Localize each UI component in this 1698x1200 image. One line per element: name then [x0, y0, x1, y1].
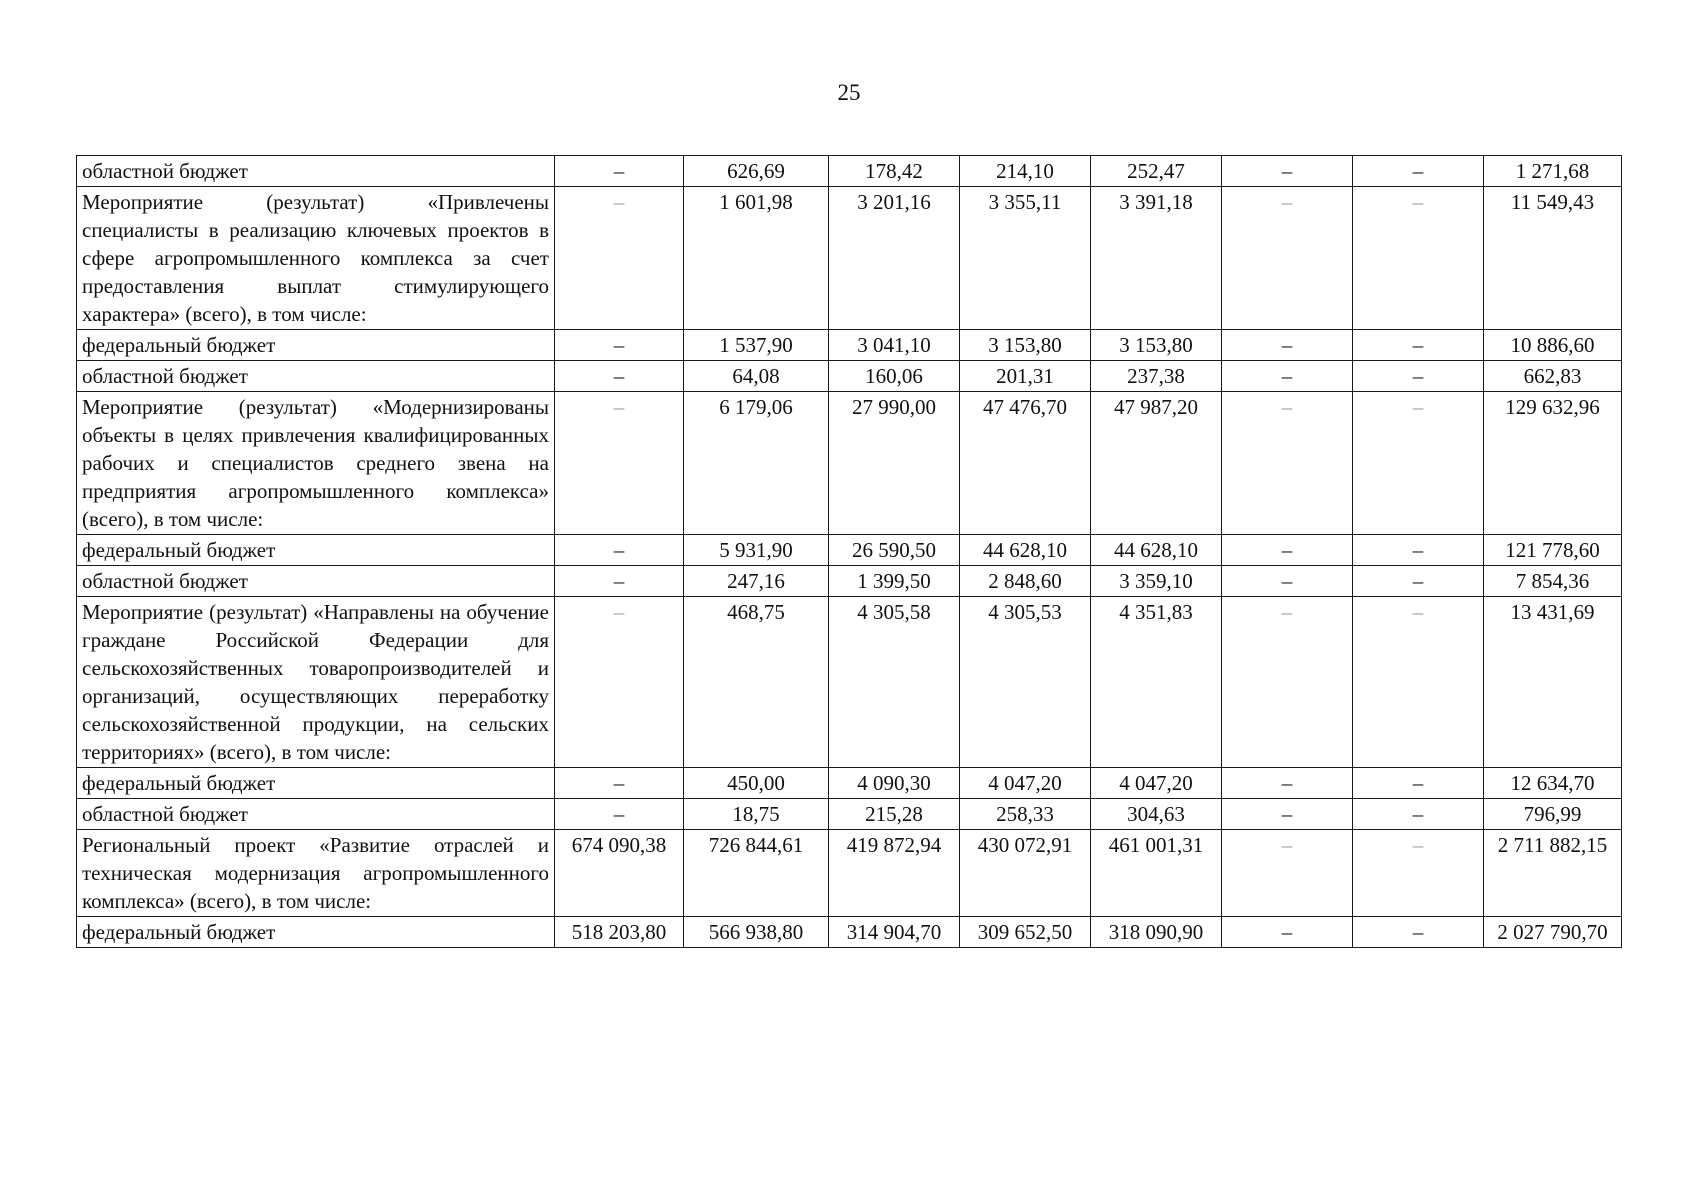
total-cell: 662,83	[1484, 361, 1622, 392]
value-cell: 160,06	[829, 361, 960, 392]
value-cell: 64,08	[684, 361, 829, 392]
value-cell: 3 041,10	[829, 330, 960, 361]
value-cell: 2 848,60	[960, 566, 1091, 597]
value-cell: –	[555, 392, 684, 535]
value-cell: –	[555, 187, 684, 330]
row-label: Мероприятие (результат) «Модернизированы объекты в целях привлечения квалифицированных рабочих и специалистов среднего звена на предприятия агропромышленного комплекса» (всего), в том числе:	[77, 392, 555, 535]
page-number: 25	[837, 80, 861, 105]
total-cell: 121 778,60	[1484, 535, 1622, 566]
value-cell: 430 072,91	[960, 830, 1091, 917]
row-label: федеральный бюджет	[77, 917, 555, 948]
value-cell: 309 652,50	[960, 917, 1091, 948]
value-cell: –	[555, 156, 684, 187]
total-cell: 1 271,68	[1484, 156, 1622, 187]
value-cell: –	[555, 799, 684, 830]
row-label: Региональный проект «Развитие отраслей и техническая модернизация агропромышленного комплекса» (всего), в том числе:	[77, 830, 555, 917]
total-cell: 7 854,36	[1484, 566, 1622, 597]
total-cell: 796,99	[1484, 799, 1622, 830]
total-cell: 2 027 790,70	[1484, 917, 1622, 948]
value-cell: 4 047,20	[1091, 768, 1222, 799]
value-cell: 178,42	[829, 156, 960, 187]
value-cell: 726 844,61	[684, 830, 829, 917]
value-cell: 247,16	[684, 566, 829, 597]
value-cell: 214,10	[960, 156, 1091, 187]
value-cell: –	[555, 535, 684, 566]
value-cell: –	[1222, 830, 1353, 917]
total-cell: 2 711 882,15	[1484, 830, 1622, 917]
value-cell: 1 601,98	[684, 187, 829, 330]
row-label: федеральный бюджет	[77, 330, 555, 361]
value-cell: –	[1353, 330, 1484, 361]
value-cell: –	[555, 768, 684, 799]
value-cell: –	[1353, 361, 1484, 392]
table-row	[77, 597, 1622, 768]
value-cell: 47 987,20	[1091, 392, 1222, 535]
value-cell: 4 047,20	[960, 768, 1091, 799]
value-cell: –	[1222, 187, 1353, 330]
row-label: областной бюджет	[77, 566, 555, 597]
table-row	[77, 187, 1622, 330]
value-cell: –	[1222, 768, 1353, 799]
value-cell: –	[1222, 361, 1353, 392]
value-cell: 4 305,58	[829, 597, 960, 768]
table-row	[77, 330, 1622, 361]
row-label: областной бюджет	[77, 361, 555, 392]
value-cell: –	[1353, 597, 1484, 768]
total-cell: 12 634,70	[1484, 768, 1622, 799]
value-cell: –	[1353, 830, 1484, 917]
value-cell: 5 931,90	[684, 535, 829, 566]
value-cell: 258,33	[960, 799, 1091, 830]
value-cell: –	[555, 566, 684, 597]
table-row	[77, 917, 1622, 948]
value-cell: 461 001,31	[1091, 830, 1222, 917]
value-cell: 3 201,16	[829, 187, 960, 330]
row-label: областной бюджет	[77, 156, 555, 187]
value-cell: 674 090,38	[555, 830, 684, 917]
value-cell: 566 938,80	[684, 917, 829, 948]
row-label: федеральный бюджет	[77, 768, 555, 799]
value-cell: –	[1353, 768, 1484, 799]
total-cell: 13 431,69	[1484, 597, 1622, 768]
value-cell: 626,69	[684, 156, 829, 187]
value-cell: 1 399,50	[829, 566, 960, 597]
value-cell: 318 090,90	[1091, 917, 1222, 948]
table-row	[77, 799, 1622, 830]
value-cell: –	[1222, 917, 1353, 948]
total-cell: 129 632,96	[1484, 392, 1622, 535]
value-cell: 26 590,50	[829, 535, 960, 566]
table-row	[77, 535, 1622, 566]
value-cell: 44 628,10	[1091, 535, 1222, 566]
value-cell: 6 179,06	[684, 392, 829, 535]
value-cell: 47 476,70	[960, 392, 1091, 535]
table-row	[77, 830, 1622, 917]
value-cell: –	[1353, 917, 1484, 948]
value-cell: –	[1222, 392, 1353, 535]
value-cell: –	[555, 361, 684, 392]
value-cell: –	[555, 330, 684, 361]
value-cell: 3 359,10	[1091, 566, 1222, 597]
value-cell: 518 203,80	[555, 917, 684, 948]
value-cell: 44 628,10	[960, 535, 1091, 566]
value-cell: 4 090,30	[829, 768, 960, 799]
value-cell: –	[1353, 187, 1484, 330]
value-cell: –	[1222, 156, 1353, 187]
value-cell: 215,28	[829, 799, 960, 830]
value-cell: 1 537,90	[684, 330, 829, 361]
value-cell: 252,47	[1091, 156, 1222, 187]
value-cell: 201,31	[960, 361, 1091, 392]
value-cell: 18,75	[684, 799, 829, 830]
value-cell: 450,00	[684, 768, 829, 799]
value-cell: 304,63	[1091, 799, 1222, 830]
value-cell: –	[1353, 156, 1484, 187]
row-label: Мероприятие (результат) «Направлены на обучение граждане Российской Федерации для сельскохозяйственных товаропроизводителей и организаций, осуществляющих переработку сельскохозяйственной продукции, на сельских территориях» (всего), в том числе:	[77, 597, 555, 768]
value-cell: –	[555, 597, 684, 768]
table-row	[77, 566, 1622, 597]
table-row	[77, 392, 1622, 535]
value-cell: –	[1353, 535, 1484, 566]
value-cell: 237,38	[1091, 361, 1222, 392]
value-cell: –	[1222, 566, 1353, 597]
value-cell: 468,75	[684, 597, 829, 768]
value-cell: 27 990,00	[829, 392, 960, 535]
value-cell: 419 872,94	[829, 830, 960, 917]
row-label: областной бюджет	[77, 799, 555, 830]
table-row	[77, 361, 1622, 392]
value-cell: –	[1353, 799, 1484, 830]
value-cell: –	[1222, 799, 1353, 830]
value-cell: –	[1222, 330, 1353, 361]
value-cell: 3 153,80	[1091, 330, 1222, 361]
total-cell: 11 549,43	[1484, 187, 1622, 330]
value-cell: 314 904,70	[829, 917, 960, 948]
value-cell: 3 153,80	[960, 330, 1091, 361]
total-cell: 10 886,60	[1484, 330, 1622, 361]
value-cell: –	[1353, 392, 1484, 535]
value-cell: –	[1353, 566, 1484, 597]
value-cell: 3 355,11	[960, 187, 1091, 330]
table-row	[77, 156, 1622, 187]
value-cell: 4 351,83	[1091, 597, 1222, 768]
row-label: федеральный бюджет	[77, 535, 555, 566]
row-label: Мероприятие (результат) «Привлечены специалисты в реализацию ключевых проектов в сфере агропромышленного комплекса за счет предоставления выплат стимулирующего характера» (всего), в том числе:	[77, 187, 555, 330]
value-cell: –	[1222, 597, 1353, 768]
value-cell: –	[1222, 535, 1353, 566]
table-row	[77, 768, 1622, 799]
budget-table	[76, 155, 1622, 948]
value-cell: 4 305,53	[960, 597, 1091, 768]
value-cell: 3 391,18	[1091, 187, 1222, 330]
